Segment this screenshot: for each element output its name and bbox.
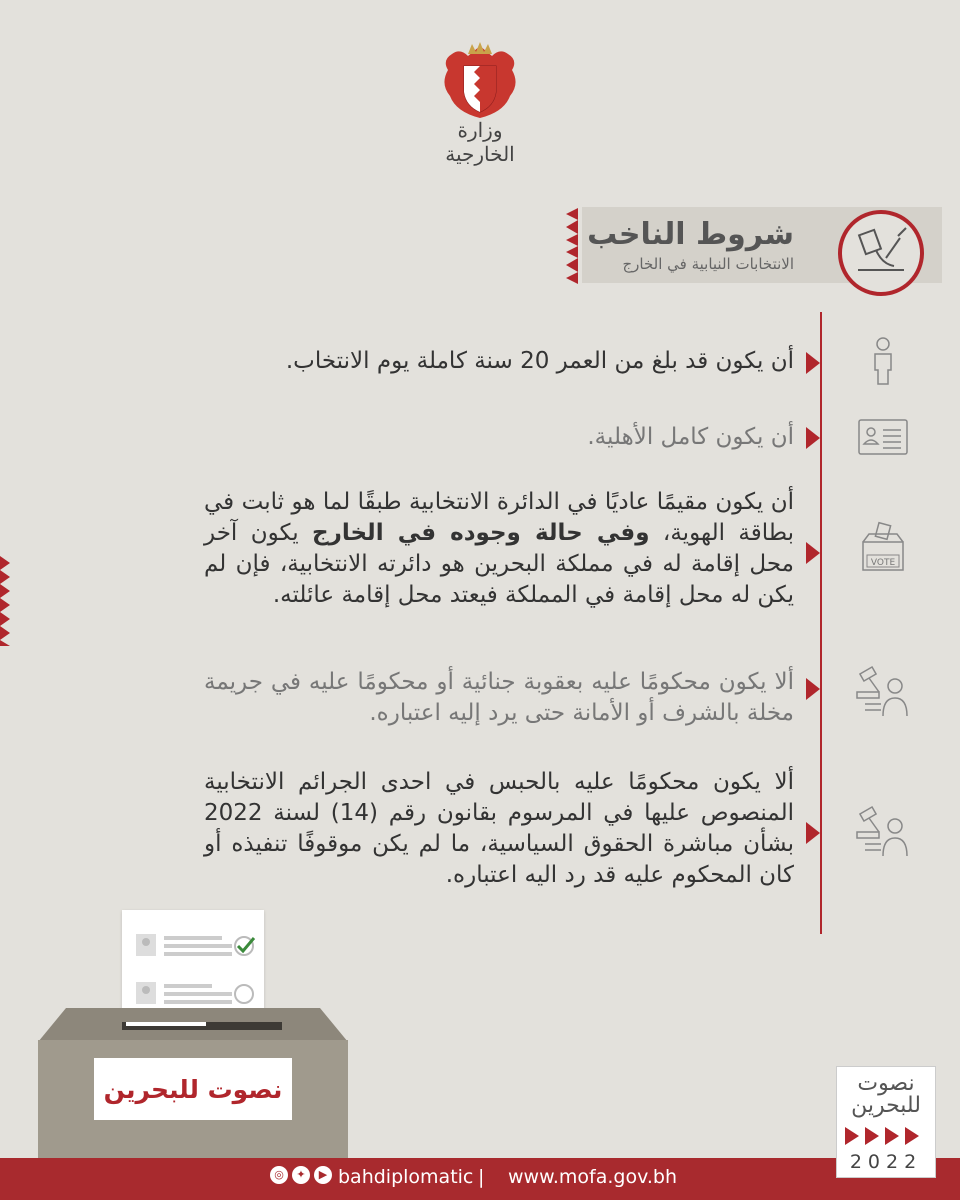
zigzag-decoration	[0, 556, 10, 646]
judge-icon	[855, 804, 911, 860]
vote-box-icon	[855, 520, 911, 576]
residence-bold-text: وفي حالة وجوده في الخارج	[312, 520, 650, 546]
timeline-marker	[806, 352, 820, 374]
page-subtitle: الانتخابات النيابية في الخارج	[622, 255, 794, 273]
condition-residence	[204, 487, 794, 611]
timeline-marker	[806, 678, 820, 700]
vote-sign-text: VOTE	[870, 558, 896, 568]
condition-age: أن يكون قد بلغ من العمر 20 سنة كاملة يوم الانتخاب.	[285, 348, 794, 374]
ballot-label-text: نصوت للبحرين	[103, 1074, 283, 1104]
campaign-stripes	[845, 1127, 927, 1145]
social-handle[interactable]: bahdiplomatic	[338, 1166, 474, 1188]
zigzag-decoration	[566, 208, 578, 284]
residence-text: أن يكون مقيمًا عاديًا في الدائرة الانتخابية طبقًا لما هو ثابت في بطاقة الهوية،	[204, 489, 794, 546]
person-icon	[855, 334, 911, 390]
ballot-hand-icon	[838, 210, 924, 296]
instagram-icon[interactable]: ◎	[270, 1166, 288, 1184]
residence-text-cont: يكون آخر محل إقامة له في مملكة البحرين هو دائرته الانتخابية، فإن لم يكن له محل إقامة في المملكة فيعتد محل إقامة عائلته.	[204, 520, 794, 608]
twitter-icon[interactable]: ✦	[292, 1166, 310, 1184]
campaign-line1: نصوت	[857, 1071, 915, 1096]
footer-separator: |	[478, 1166, 485, 1188]
condition-capacity: أن يكون كامل الأهلية.	[587, 424, 794, 450]
youtube-icon[interactable]: ▶	[314, 1166, 332, 1184]
condition-criminal: ألا يكون محكومًا عليه بعقوبة جنائية أو محكومًا عليه في جريمة مخلة بالشرف أو الأمانة حتى يرد إليه اعتباره.	[204, 669, 794, 726]
judge-icon	[855, 664, 911, 720]
condition-electoral-crimes: ألا يكون محكومًا عليه بالحبس في احدى الجرائم الانتخابية المنصوص عليها في المرسوم بقانون رقم (14) لسنة 2022 بشأن مباشرة الحقوق السياسية، ما لم يكن موقوفًا تنفيذه أو كان المحكوم عليه قد رد اليه اعتباره.	[204, 769, 794, 888]
page-title: شروط الناخب	[587, 217, 794, 252]
website-link[interactable]: www.mofa.gov.bh	[508, 1166, 678, 1188]
timeline-marker	[806, 822, 820, 844]
bahrain-emblem-icon	[440, 40, 520, 120]
footer-bar	[0, 1158, 960, 1200]
campaign-logo	[836, 1066, 936, 1178]
timeline-marker	[806, 542, 820, 564]
campaign-line2: للبحرين	[851, 1093, 921, 1118]
ministry-name: وزارة الخارجية	[445, 118, 515, 166]
social-icons	[270, 1166, 332, 1184]
campaign-logo-text	[837, 1073, 935, 1117]
campaign-year: 2022	[849, 1151, 923, 1173]
ballot-box-label	[94, 1058, 292, 1120]
id-card-icon	[855, 410, 911, 466]
timeline-marker	[806, 427, 820, 449]
timeline-line	[820, 312, 822, 934]
